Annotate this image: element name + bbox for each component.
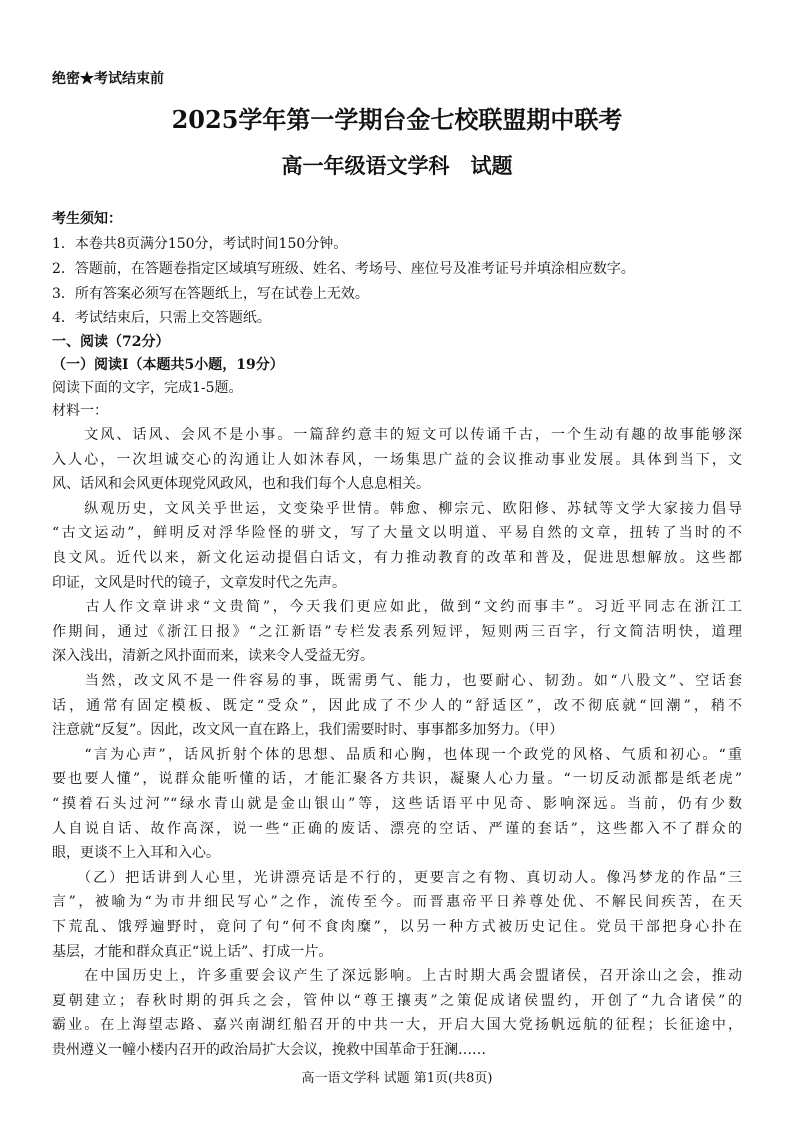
page-footer: 高一语文学科 试题 第1页(共8页) [301,1071,493,1086]
passage-line: 夏朝建立；春秋时期的弭兵之会，管仲以“尊王攘夷”之策促成诸侯盟约，开创了“九合诸侯”的 [52,992,742,1009]
exam-subtitle: 高一年级语文学科 试题 [281,153,513,178]
notice-item: 4．考试结束后，只需上交答题纸。 [52,310,271,326]
material-label: 材料一： [52,403,108,419]
passage-line: 在中国历史上，许多重要会议产生了深远影响。上古时期大禹会盟诸侯，召开涂山之会，推动 [52,968,742,985]
subsection-title: （一）阅读Ⅰ（本题共5小题，19分） [52,357,284,373]
notice-item: 2．答题前，在答题卷指定区域填写班级、姓名、考场号、座位号及准考证号并填涂相应数字。 [52,261,635,277]
passage-line: 基层，才能和群众真正“说上话”、打成一片。 [52,943,333,960]
passage-line: 当然，改文风不是一件容易的事，既需勇气、能力，也要耐心、韧劲。如“八股文”、空话套 [52,673,742,689]
passage-line: 入人心，一次坦诚交心的沟通让人如沐春风，一场集思广益的会议推动事业发展。具体到当下，文 [52,451,742,468]
passage-line: 注意就“反复”。因此，改文风一直在路上，我们需要时时、事事都多加努力。（甲） [52,722,564,739]
notice-item: 1．本卷共8页满分150分，考试时间150分钟。 [52,236,348,252]
passage-line: “古文运动”，鲜明反对浮华险怪的骈文，写了大量文以明道、平易自然的文章，扭转了当时的不 [52,525,742,542]
passage-line: 古人作文章讲求“文贵简”，今天我们更应如此，做到“文约而事丰”。习近平同志在浙江工 [52,599,742,616]
passage-line: 印证，文风是时代的镜子，文章发时代之先声。 [52,574,346,591]
passage-line: 话，通常有固定模板、既定“受众”，因此成了不少人的“舒适区”，改不彻底就“回潮”，稍不 [52,697,742,714]
passage-line: 言”，被喻为“为市井细民写心”之作，流传至今。而晋惠帝平日养尊处优、不解民间疾苦，在天 [52,894,742,911]
passage-line: “摸着石头过河”“绿水青山就是金山银山”等，这些话语平中见奇、影响深远。当前，仍有少数 [52,796,742,812]
passage-line: 文风、话风、会风不是小事。一篇辞约意丰的短文可以传诵千古，一个生动有趣的故事能够深 [52,427,742,443]
passage-line: 深入浅出，清新之风扑面而来，读来令人受益无穷。 [52,648,374,665]
passage-line: 良文风。近代以来，新文化运动提倡白话文，有力推动教育的改革和普及，促进思想解放。这些都 [52,550,742,566]
passage-line: 作期间，通过《浙江日报》“之江新语”专栏发表系列短评，短则两三百字，行文简洁明快，道理 [52,623,742,640]
passage-line: 人自说自话、故作高深，说一些“正确的废话、漂亮的空话、严谨的套话”，这些都入不了群众的 [52,820,742,837]
passage-line: 风、话风和会风更体现党风政风，也和我们每个人息息相关。 [52,476,430,493]
passage-line: “言为心声”，话风折射个体的思想、品质和心胸，也体现一个政党的风格、气质和初心。“重 [52,746,742,763]
passage-line: 下荒乱、饿殍遍野时，竟问了句“何不食肉糜”，以另一种方式被历史记住。党员干部把身心扑在 [52,919,742,935]
passage-line: 纵观历史，文风关乎世运，文变染乎世情。韩愈、柳宗元、欧阳修、苏轼等文学大家接力倡导 [52,500,742,517]
passage-line: 眼，更谈不上入耳和入心。 [52,845,220,862]
passage-line: 贵州遵义一幢小楼内召开的政治局扩大会议，挽救中国革命于狂澜…… [52,1042,486,1058]
passage-line: （乙）把话讲到人心里，光讲漂亮话是不行的，更要言之有物、真切动人。像冯梦龙的作品“三 [52,869,742,886]
confidential-label: 绝密★考试结束前 [52,71,164,87]
section-title: 一、阅读（72分） [52,334,170,350]
notice-heading: 考生须知： [52,211,122,227]
exam-title: 2025学年第一学期台金七校联盟期中联考 [171,105,623,134]
notice-item: 3．所有答案必须写在答题纸上，写在试卷上无效。 [52,286,369,302]
passage-line: 要也要人懂”，说群众能听懂的话，才能汇聚各方共识，凝聚人心力量。“一切反动派都是纸老虎” [52,771,742,788]
passage-line: 霸业。在上海望志路、嘉兴南湖红船召开的中共一大，开启大国大党扬帆远航的征程；长征途中， [52,1017,742,1034]
instruction: 阅读下面的文字，完成1-5题。 [52,380,243,396]
